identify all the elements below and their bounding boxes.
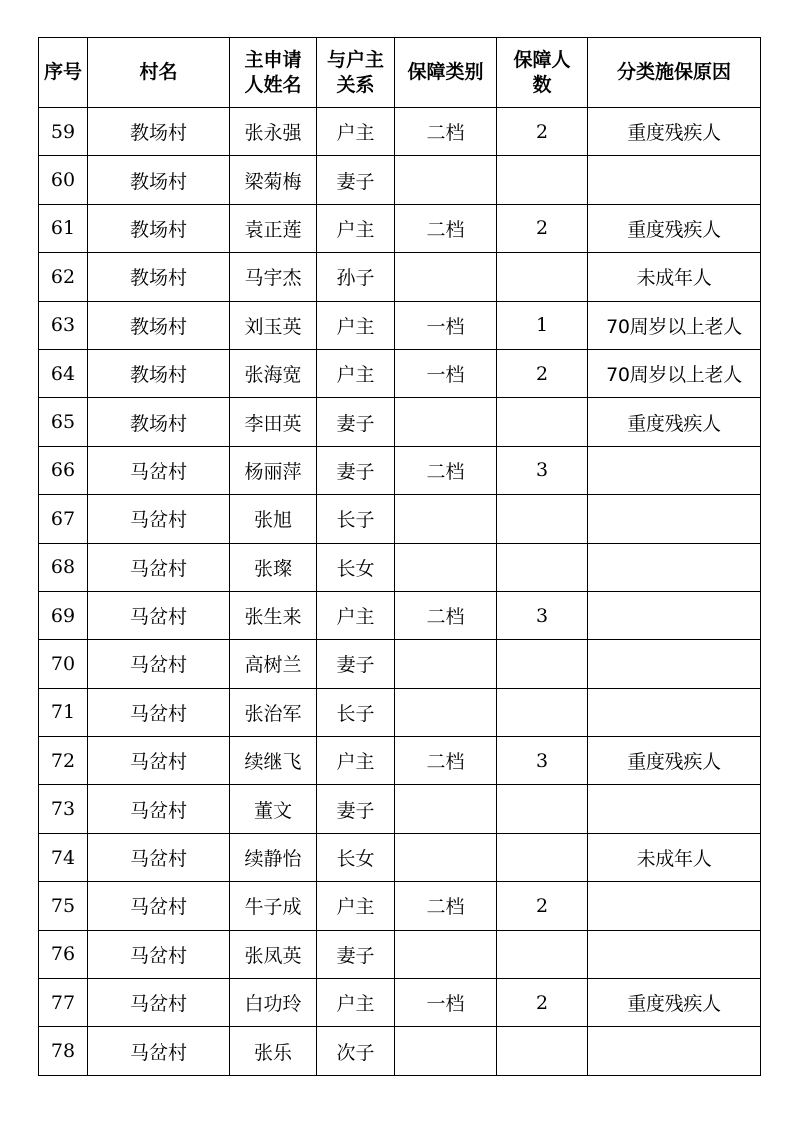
relation-cell: 妻子	[317, 930, 395, 978]
relation-cell: 户主	[317, 349, 395, 397]
assistance-table	[38, 37, 761, 1076]
village-cell: 教场村	[88, 398, 230, 446]
count-cell	[497, 253, 588, 301]
applicant-cell: 牛子成	[230, 882, 317, 930]
serial-cell: 64	[39, 349, 88, 397]
category-cell	[395, 640, 497, 688]
header-serial: 序号	[39, 38, 88, 108]
relation-cell: 长子	[317, 495, 395, 543]
applicant-cell: 梁菊梅	[230, 156, 317, 204]
village-cell: 马岔村	[88, 882, 230, 930]
applicant-cell: 张璨	[230, 543, 317, 591]
relation-cell: 长女	[317, 833, 395, 881]
applicant-cell: 张乐	[230, 1027, 317, 1075]
serial-cell: 77	[39, 979, 88, 1027]
reason-cell: 重度残疾人	[588, 979, 761, 1027]
category-cell: 一档	[395, 301, 497, 349]
applicant-cell: 续静怡	[230, 833, 317, 881]
count-cell	[497, 156, 588, 204]
table-row	[39, 591, 761, 639]
reason-cell	[588, 1027, 761, 1075]
serial-cell: 69	[39, 591, 88, 639]
serial-cell: 66	[39, 446, 88, 494]
applicant-cell: 续继飞	[230, 737, 317, 785]
reason-cell: 未成年人	[588, 253, 761, 301]
relation-cell: 户主	[317, 882, 395, 930]
table-row	[39, 446, 761, 494]
header-relation: 与户主关系	[317, 38, 395, 108]
table-row	[39, 1027, 761, 1075]
count-cell	[497, 930, 588, 978]
count-cell	[497, 1027, 588, 1075]
table-row	[39, 253, 761, 301]
village-cell: 教场村	[88, 156, 230, 204]
applicant-cell: 张凤英	[230, 930, 317, 978]
table-row	[39, 398, 761, 446]
category-cell	[395, 833, 497, 881]
count-cell: 3	[497, 446, 588, 494]
header-applicant: 主申请人姓名	[230, 38, 317, 108]
relation-cell: 妻子	[317, 398, 395, 446]
village-cell: 马岔村	[88, 446, 230, 494]
count-cell: 3	[497, 591, 588, 639]
village-cell: 教场村	[88, 204, 230, 252]
category-cell	[395, 543, 497, 591]
count-cell: 2	[497, 979, 588, 1027]
serial-cell: 70	[39, 640, 88, 688]
serial-cell: 76	[39, 930, 88, 978]
category-cell	[395, 495, 497, 543]
relation-cell: 户主	[317, 979, 395, 1027]
serial-cell: 59	[39, 108, 88, 156]
table-row	[39, 882, 761, 930]
table-row	[39, 737, 761, 785]
header-village: 村名	[88, 38, 230, 108]
table-row	[39, 785, 761, 833]
reason-cell	[588, 591, 761, 639]
header-count: 保障人数	[497, 38, 588, 108]
reason-cell	[588, 930, 761, 978]
reason-cell: 重度残疾人	[588, 204, 761, 252]
reason-cell: 70周岁以上老人	[588, 301, 761, 349]
village-cell: 马岔村	[88, 833, 230, 881]
serial-cell: 72	[39, 737, 88, 785]
table-row	[39, 108, 761, 156]
relation-cell: 户主	[317, 591, 395, 639]
category-cell	[395, 688, 497, 736]
count-cell	[497, 398, 588, 446]
serial-cell: 63	[39, 301, 88, 349]
applicant-cell: 高树兰	[230, 640, 317, 688]
reason-cell	[588, 495, 761, 543]
reason-cell: 重度残疾人	[588, 398, 761, 446]
applicant-cell: 张海宽	[230, 349, 317, 397]
reason-cell: 重度残疾人	[588, 108, 761, 156]
count-cell: 3	[497, 737, 588, 785]
relation-cell: 妻子	[317, 640, 395, 688]
category-cell	[395, 253, 497, 301]
relation-cell: 长子	[317, 688, 395, 736]
reason-cell	[588, 446, 761, 494]
table-row	[39, 349, 761, 397]
table-row	[39, 688, 761, 736]
relation-cell: 户主	[317, 204, 395, 252]
reason-cell	[588, 688, 761, 736]
village-cell: 马岔村	[88, 495, 230, 543]
village-cell: 马岔村	[88, 930, 230, 978]
table-row	[39, 930, 761, 978]
category-cell: 二档	[395, 882, 497, 930]
village-cell: 马岔村	[88, 979, 230, 1027]
serial-cell: 75	[39, 882, 88, 930]
serial-cell: 71	[39, 688, 88, 736]
category-cell: 二档	[395, 204, 497, 252]
serial-cell: 60	[39, 156, 88, 204]
applicant-cell: 张永强	[230, 108, 317, 156]
applicant-cell: 张旭	[230, 495, 317, 543]
header-category: 保障类别	[395, 38, 497, 108]
count-cell: 1	[497, 301, 588, 349]
category-cell	[395, 930, 497, 978]
category-cell: 二档	[395, 737, 497, 785]
reason-cell	[588, 785, 761, 833]
reason-cell: 70周岁以上老人	[588, 349, 761, 397]
applicant-cell: 刘玉英	[230, 301, 317, 349]
applicant-cell: 杨丽萍	[230, 446, 317, 494]
table-row	[39, 204, 761, 252]
category-cell	[395, 1027, 497, 1075]
count-cell: 2	[497, 882, 588, 930]
count-cell	[497, 640, 588, 688]
count-cell	[497, 785, 588, 833]
table-row	[39, 495, 761, 543]
serial-cell: 74	[39, 833, 88, 881]
category-cell	[395, 785, 497, 833]
reason-cell: 重度残疾人	[588, 737, 761, 785]
applicant-cell: 董文	[230, 785, 317, 833]
table-row	[39, 543, 761, 591]
village-cell: 教场村	[88, 108, 230, 156]
applicant-cell: 马宇杰	[230, 253, 317, 301]
reason-cell: 未成年人	[588, 833, 761, 881]
village-cell: 马岔村	[88, 640, 230, 688]
village-cell: 马岔村	[88, 1027, 230, 1075]
serial-cell: 78	[39, 1027, 88, 1075]
serial-cell: 65	[39, 398, 88, 446]
category-cell: 二档	[395, 591, 497, 639]
reason-cell	[588, 156, 761, 204]
village-cell: 马岔村	[88, 543, 230, 591]
serial-cell: 61	[39, 204, 88, 252]
count-cell	[497, 688, 588, 736]
village-cell: 教场村	[88, 349, 230, 397]
relation-cell: 次子	[317, 1027, 395, 1075]
table-row	[39, 833, 761, 881]
count-cell	[497, 833, 588, 881]
serial-cell: 62	[39, 253, 88, 301]
category-cell	[395, 398, 497, 446]
reason-cell	[588, 882, 761, 930]
table-row	[39, 301, 761, 349]
category-cell: 一档	[395, 979, 497, 1027]
count-cell: 2	[497, 204, 588, 252]
serial-cell: 68	[39, 543, 88, 591]
category-cell	[395, 156, 497, 204]
category-cell: 二档	[395, 108, 497, 156]
reason-cell	[588, 543, 761, 591]
count-cell	[497, 543, 588, 591]
applicant-cell: 白功玲	[230, 979, 317, 1027]
village-cell: 马岔村	[88, 591, 230, 639]
relation-cell: 长女	[317, 543, 395, 591]
serial-cell: 73	[39, 785, 88, 833]
village-cell: 马岔村	[88, 737, 230, 785]
applicant-cell: 袁正莲	[230, 204, 317, 252]
relation-cell: 户主	[317, 737, 395, 785]
count-cell: 2	[497, 349, 588, 397]
serial-cell: 67	[39, 495, 88, 543]
table-row	[39, 156, 761, 204]
village-cell: 马岔村	[88, 785, 230, 833]
relation-cell: 户主	[317, 108, 395, 156]
applicant-cell: 张治军	[230, 688, 317, 736]
header-row	[39, 38, 761, 108]
count-cell	[497, 495, 588, 543]
village-cell: 教场村	[88, 301, 230, 349]
relation-cell: 孙子	[317, 253, 395, 301]
village-cell: 教场村	[88, 253, 230, 301]
header-reason: 分类施保原因	[588, 38, 761, 108]
reason-cell	[588, 640, 761, 688]
relation-cell: 妻子	[317, 785, 395, 833]
village-cell: 马岔村	[88, 688, 230, 736]
table-row	[39, 640, 761, 688]
relation-cell: 妻子	[317, 446, 395, 494]
table-row	[39, 979, 761, 1027]
relation-cell: 户主	[317, 301, 395, 349]
relation-cell: 妻子	[317, 156, 395, 204]
category-cell: 一档	[395, 349, 497, 397]
count-cell: 2	[497, 108, 588, 156]
category-cell: 二档	[395, 446, 497, 494]
applicant-cell: 张生来	[230, 591, 317, 639]
applicant-cell: 李田英	[230, 398, 317, 446]
